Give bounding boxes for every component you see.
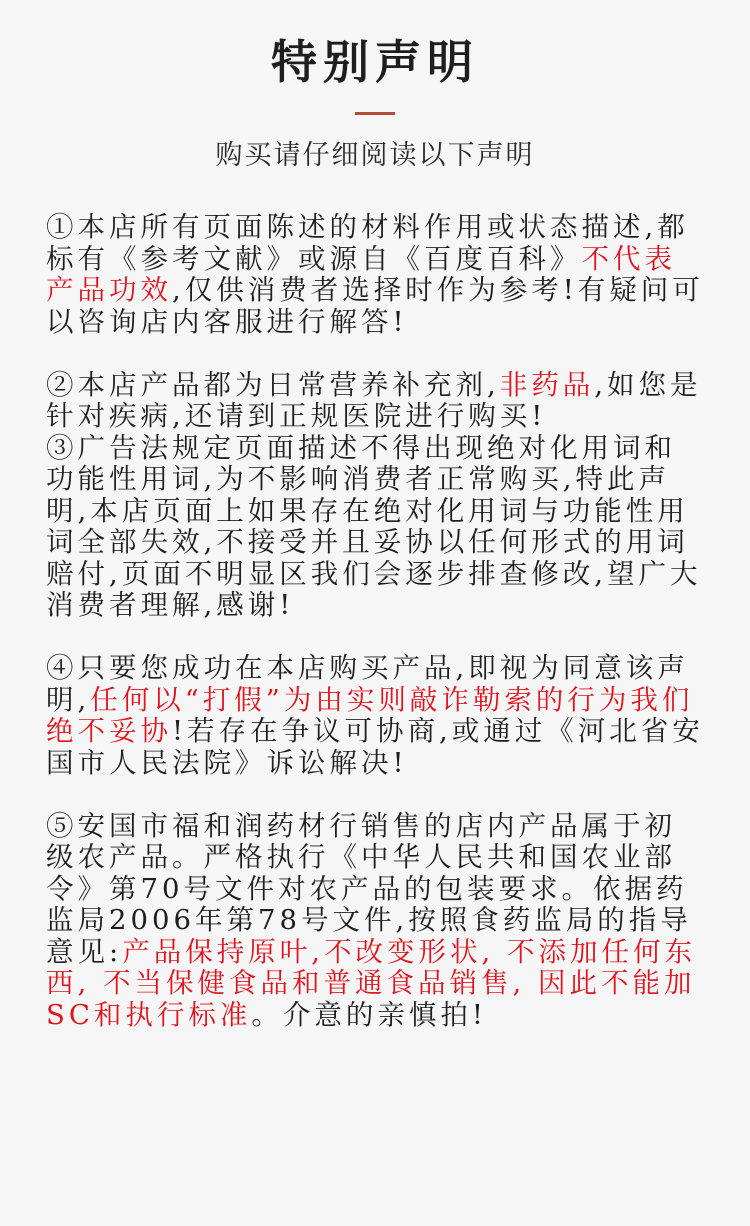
statement-paragraph-5 <box>46 811 706 1032</box>
paragraph-1-highlight: 不代表产品功效 <box>46 242 676 306</box>
paragraph-4-text-a: ④只要您成功在本店购买产品,即视为同意该声明, <box>46 652 689 716</box>
paragraph-4-highlight: 任何以“打假”为由实则敲诈勒索的行为我们绝不妥协 <box>46 683 694 747</box>
paragraph-gap <box>46 622 706 654</box>
paragraph-2-highlight: 非药品 <box>499 368 595 401</box>
statement-paragraph-4 <box>46 653 706 779</box>
paragraph-5-highlight: 产品保持原叶,不改变形状, 不添加任何东西, 不当保健食品和普通食品销售, 因此不能加SC和执行标准 <box>46 935 696 1031</box>
statement-paragraph-2 <box>46 370 706 433</box>
paragraph-gap <box>46 779 706 811</box>
paragraph-3-text: ③广告法规定页面描述不得出现绝对化用词和功能性用词,为不影响消费者正常购买,特此声明,本店页面上如果存在绝对化用词与功能性用词全部失效,不接受并且妥协以任何形式的用词赔付,页面不明显区我们会逐步排查修改,望广大消费者理解,感谢! <box>46 431 702 621</box>
paragraph-gap <box>46 338 706 370</box>
paragraph-4-text-b: !若存在争议可协商,或通过《河北省安国市人民法院》诉讼解决! <box>46 715 704 779</box>
paragraph-1-text-b: ,仅供消费者选择时作为参考!有疑问可以咨询店内客服进行解答! <box>46 274 704 338</box>
paragraph-5-text-b: 。介意的亲慎拍! <box>251 998 487 1031</box>
statement-paragraph-1 <box>46 212 706 338</box>
statement-paragraph-3 <box>46 433 706 622</box>
title-divider <box>355 112 395 115</box>
statement-body <box>46 212 706 1031</box>
page-subtitle: 购买请仔细阅读以下声明 <box>215 140 535 171</box>
paragraph-1-text-a: ①本店所有页面陈述的材料作用或状态描述,都标有《参考文献》或源自《百度百科》 <box>46 211 689 275</box>
page-title: 特别声明 <box>271 35 479 89</box>
paragraph-2-text-a: ②本店产品都为日常营养补充剂, <box>46 368 500 401</box>
paragraph-2-text-b: ,如您是针对疾病,还请到正规医院进行购买! <box>46 368 702 432</box>
paragraph-5-text-a: ⑤安国市福和润药材行销售的店内产品属于初级农产品。严格执行《中华人民共和国农业部令》第70号文件对农产品的包装要求。依据药监局2006年第78号文件,按照食药监局的指导意见: <box>46 809 692 968</box>
